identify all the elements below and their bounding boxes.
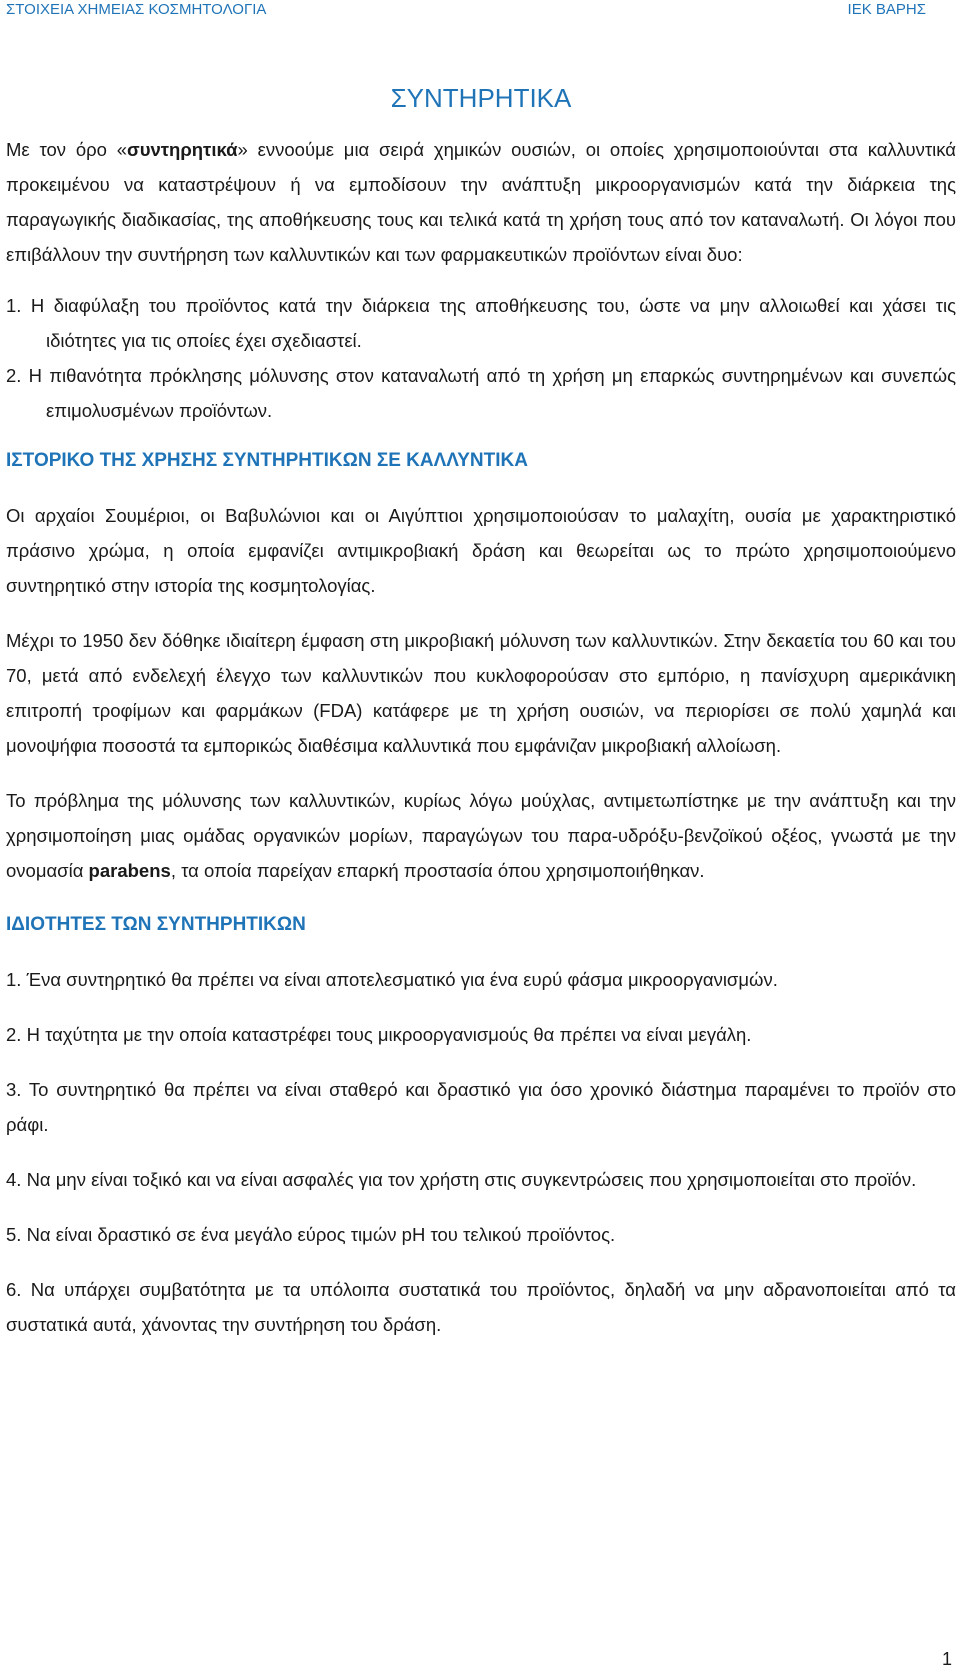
property-item: 5. Να είναι δραστικό σε ένα μεγάλο εύρος τιμών pH του τελικού προϊόντος. xyxy=(6,1224,616,1245)
history-paragraph-2: Μέχρι το 1950 δεν δόθηκε ιδιαίτερη έμφαση στη μικροβιακή μόλυνση των καλλυντικών. Στην δεκαετία του 60 και του 70, μετά από ενδελεχή έλεγχο των καλλυντικών που κυκλοφορούσαν στο εμπόριο, η πανίσχυρη αμερικάνικη επιτροπή τροφίμων και φαρμάκων (FDA) κατάφερε με τη χρήση ουσιών, να περιορίσει σε πολύ χαμηλά και μονοψήφια ποσοστά τα εμπορικώς διαθέσιμα καλλυντικά που εμφάνιζαν μικροβιακή αλλοίωση. xyxy=(6,630,956,756)
property-item: 2. Η ταχύτητα με την οποία καταστρέφει τους μικροοργανισμούς θα πρέπει να είναι μεγάλη. xyxy=(6,1024,752,1045)
property-item: 3. Το συντηρητικό θα πρέπει να είναι σταθερό και δραστικό για όσο χρονικό διάστημα παραμένει το προϊόν στο ράφι. xyxy=(6,1079,956,1135)
property-item: 6. Να υπάρχει συμβατότητα με τα υπόλοιπα συστατικά του προϊόντος, δηλαδή να μην αδρανοποιείται από τα συστατικά αυτά, χάνοντας την συντήρηση του δράση. xyxy=(6,1279,956,1335)
intro-bold-term: συντηρητικά xyxy=(127,139,238,160)
history-heading: ΙΣΤΟΡΙΚΟ ΤΗΣ ΧΡΗΣΗΣ ΣΥΝΤΗΡΗΤΙΚΩΝ ΣΕ ΚΑΛΛΥΝΤΙΚΑ xyxy=(6,450,528,471)
intro-paragraph xyxy=(6,132,956,272)
list-item: 2. Η πιθανότητα πρόκλησης μόλυνσης στον καταναλωτή από τη χρήση μη επαρκώς συντηρημένων και συνεπώς επιμολυσμένων προϊόντων. xyxy=(6,365,956,421)
header-course-title: ΣΤΟΙΧΕΙΑ ΧΗΜΕΙΑΣ ΚΟΣΜΗΤΟΛΟΓΙΑ xyxy=(6,1,267,18)
history-paragraph-3 xyxy=(6,783,956,888)
document-body xyxy=(6,78,956,1362)
property-item: 1. Ένα συντηρητικό θα πρέπει να είναι αποτελεσματικό για ένα ευρύ φάσμα μικροοργανισμών. xyxy=(6,969,778,990)
intro-text-start: Με τον όρο « xyxy=(6,139,128,160)
page-title: ΣΥΝΤΗΡΗΤΙΚΑ xyxy=(390,83,572,113)
parabens-text-start: Το πρόβλημα της μόλυνσης των καλλυντικών, κυρίως λόγω μούχλας, αντιμετωπίστηκε με την ανάπτυξη και την χρησιμοποίηση μιας ομάδας οργανικών μορίων, παραγώγων του παρα-υδρόξυ-βενζοϊκού οξέος, γνωστά με την ονομασία xyxy=(6,790,956,881)
property-item: 4. Να μην είναι τοξικό και να είναι ασφαλές για τον χρήστη στις συγκεντρώσεις που χρησιμοποιείται στο προϊόν. xyxy=(6,1169,917,1190)
header-institution: ΙΕΚ ΒΑΡΗΣ xyxy=(847,1,926,18)
reasons-list xyxy=(6,288,956,428)
page-number: 1 xyxy=(941,1649,952,1669)
page-header xyxy=(0,0,960,24)
parabens-term: parabens xyxy=(88,860,171,881)
list-item: 1. Η διαφύλαξη του προϊόντος κατά την διάρκεια της αποθήκευσης του, ώστε να μην αλλοιωθεί και χάσει τις ιδιότητες για τις οποίες έχει σχεδιαστεί. xyxy=(6,295,956,351)
properties-heading: ΙΔΙΟΤΗΤΕΣ ΤΩΝ ΣΥΝΤΗΡΗΤΙΚΩΝ xyxy=(6,914,306,935)
parabens-text-end: , τα οποία παρείχαν επαρκή προστασία όπου χρησιμοποιήθηκαν. xyxy=(170,860,705,881)
intro-text-end: » εννοούμε μια σειρά χημικών ουσιών, οι οποίες χρησιμοποιούνται στα καλλυντικά προκειμένου να καταστρέψουν ή να εμποδίσουν την ανάπτυξη μικροοργανισμών κατά την διάρκεια της παραγωγικής διαδικασίας, της αποθήκευσης τους και τελικά κατά τη χρήση τους από τον καταναλωτή. Οι λόγοι που επιβάλλουν την συντήρηση των καλλυντικών και των φαρμακευτικών προϊόντων είναι δυο: xyxy=(6,139,956,265)
history-paragraph-1: Οι αρχαίοι Σουμέριοι, οι Βαβυλώνιοι και οι Αιγύπτιοι χρησιμοποιούσαν το μαλαχίτη, ουσία με χαρακτηριστικό πράσινο χρώμα, η οποία εμφανίζει αντιμικροβιακή δράση και θεωρείται ως το πρώτο χρησιμοποιούμενο συντηρητικό στην ιστορία της κοσμητολογίας. xyxy=(6,505,956,596)
